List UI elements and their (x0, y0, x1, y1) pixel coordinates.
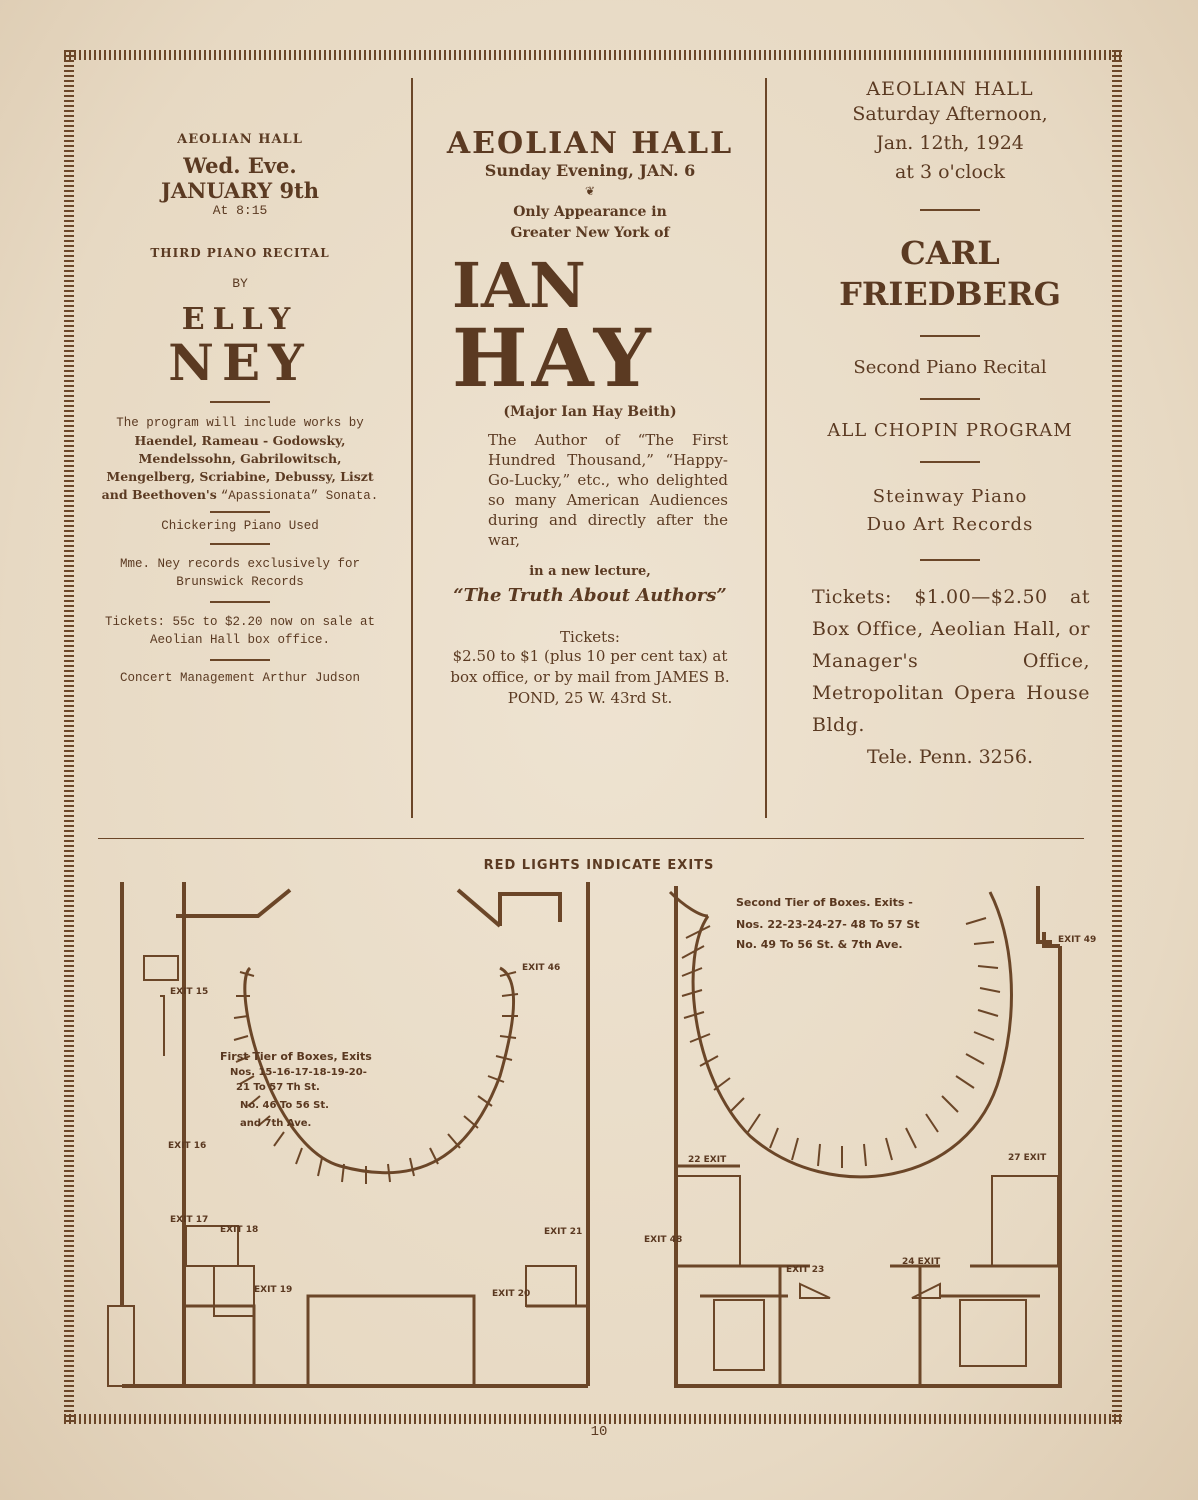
divider (210, 659, 270, 661)
recital-title: THIRD PIANO RECITAL (150, 246, 330, 260)
right-border (1112, 50, 1122, 1424)
divider (920, 209, 980, 211)
venue: AEOLIAN HALL (446, 126, 734, 161)
carl-friedberg-advert (790, 78, 1110, 818)
phone-note: Tele. Penn. 3256. (867, 746, 1033, 768)
exit-48-label: EXIT 48 (644, 1235, 683, 1245)
exit-49-label: EXIT 49 (1058, 935, 1097, 945)
performer-last-name: FRIEDBERG (839, 275, 1061, 313)
speaker-full-name: (Major Ian Hay Beith) (503, 404, 677, 420)
program-works: Haendel, Rameau - Godowsky, Mendelssohn, Gabrilowitsch, Mengelberg, Scriabine, Debussy, Liszt and Beethoven's (101, 433, 374, 502)
exit-17-label: EXIT 17 (170, 1215, 209, 1225)
program-title: ALL CHOPIN PROGRAM (827, 420, 1073, 441)
plan-note-title: Second Tier of Boxes. Exits - (736, 896, 913, 909)
performer-first-name: ELLY (181, 302, 299, 337)
exit-22-label: 22 EXIT (688, 1155, 727, 1165)
records-note: Duo Art Records (866, 514, 1034, 535)
plan-note-line3: 21 To 57 Th St. (236, 1082, 320, 1093)
column-divider-1 (411, 78, 413, 818)
tickets-note: Tickets: 55c to $2.20 now on sale at Aeolian Hall box office. (104, 615, 376, 647)
recital-title: Second Piano Recital (853, 357, 1047, 378)
speaker-last-name: HAY (452, 311, 655, 405)
plan-note-title: First Tier of Boxes, Exits (220, 1050, 372, 1063)
time: At 8:15 (212, 203, 268, 218)
plan-note-line4: No. 46 To 56 St. (240, 1100, 329, 1111)
appearance: Only Appearance in Greater New York of (510, 204, 670, 241)
exit-16-label: EXIT 16 (168, 1141, 207, 1151)
piano-note: Steinway Piano (872, 486, 1028, 507)
performer-last-name: NEY (168, 333, 312, 392)
page-number: 10 (590, 1424, 608, 1440)
date: JANUARY 9th (160, 178, 320, 203)
performer-first-name: CARL (900, 234, 1000, 272)
elly-ney-advert (90, 78, 390, 818)
exit-21-label: EXIT 21 (544, 1227, 583, 1237)
plan-note-line2: Nos. 15-16-17-18-19-20- (230, 1067, 367, 1078)
speaker-first-name: IAN (452, 249, 586, 322)
divider (920, 398, 980, 400)
second-tier-plan (640, 876, 1100, 1396)
divider (920, 559, 980, 561)
venue: AEOLIAN HALL (866, 78, 1034, 100)
day: Saturday Afternoon, (852, 103, 1048, 125)
lecture-title: “The Truth About Authors” (453, 585, 727, 606)
divider (210, 601, 270, 603)
exit-19-label: EXIT 19 (254, 1285, 293, 1295)
tickets-note: $2.50 to $1 (plus 10 per cent tax) at box office, or by mail from JAMES B. POND, 25 W. 43rd St. (450, 647, 730, 707)
ian-hay-advert (430, 78, 750, 818)
divider (920, 461, 980, 463)
exit-18-label: EXIT 18 (220, 1225, 259, 1235)
divider (920, 335, 980, 337)
exit-20-label: EXIT 20 (492, 1289, 531, 1299)
program-note (96, 413, 384, 505)
exit-27-label: 27 EXIT (1008, 1153, 1047, 1163)
section-divider (98, 838, 1084, 839)
program-intro: The program will include works by (116, 416, 364, 430)
exits-heading: RED LIGHTS INDICATE EXITS (483, 858, 715, 873)
left-border (64, 50, 74, 1424)
management-note: Concert Management Arthur Judson (119, 671, 361, 685)
plan-note-line5: and 7th Ave. (240, 1118, 312, 1129)
venue: AEOLIAN HALL (177, 132, 303, 147)
exit-23-label: EXIT 23 (786, 1265, 825, 1275)
date: Sunday Evening, JAN. 6 (484, 161, 696, 180)
speaker-description: The Author of “The First Hundred Thousand,” “Happy-Go-Lucky,” etc., who delighted so many American Audiences during and directly after the war, (488, 431, 728, 549)
day: Wed. Eve. (183, 153, 297, 178)
column-divider-2 (765, 78, 767, 818)
divider (210, 511, 270, 513)
lecture-intro: in a new lecture, (529, 564, 651, 579)
records-note: Mme. Ney records exclusively for Brunswick Records (119, 557, 361, 589)
piano-note: Chickering Piano Used (161, 519, 319, 533)
plan-note-line2: Nos. 22-23-24-27- 48 To 57 St (736, 918, 920, 931)
divider (210, 543, 270, 545)
exit-15-label: EXIT 15 (170, 987, 209, 997)
exit-24-label: 24 EXIT (902, 1257, 941, 1267)
by-label: BY (232, 276, 248, 291)
plan-note-line3: No. 49 To 56 St. & 7th Ave. (736, 938, 903, 951)
ornament-icon: ❦ (584, 184, 596, 198)
first-tier-plan (90, 876, 610, 1396)
program-sonata: “Apassionata” Sonata. (220, 489, 379, 503)
time: at 3 o'clock (894, 161, 1006, 183)
tickets-label: Tickets: (560, 628, 620, 646)
divider (210, 401, 270, 403)
exit-46-label: EXIT 46 (522, 963, 561, 973)
bottom-border (64, 1414, 1122, 1424)
date: Jan. 12th, 1924 (876, 132, 1024, 154)
top-border (64, 50, 1122, 60)
tickets-note: Tickets: $1.00—$2.50 at Box Office, Aeolian Hall, or Manager's Office, Metropolitan Opera House Bldg. (812, 586, 1090, 736)
